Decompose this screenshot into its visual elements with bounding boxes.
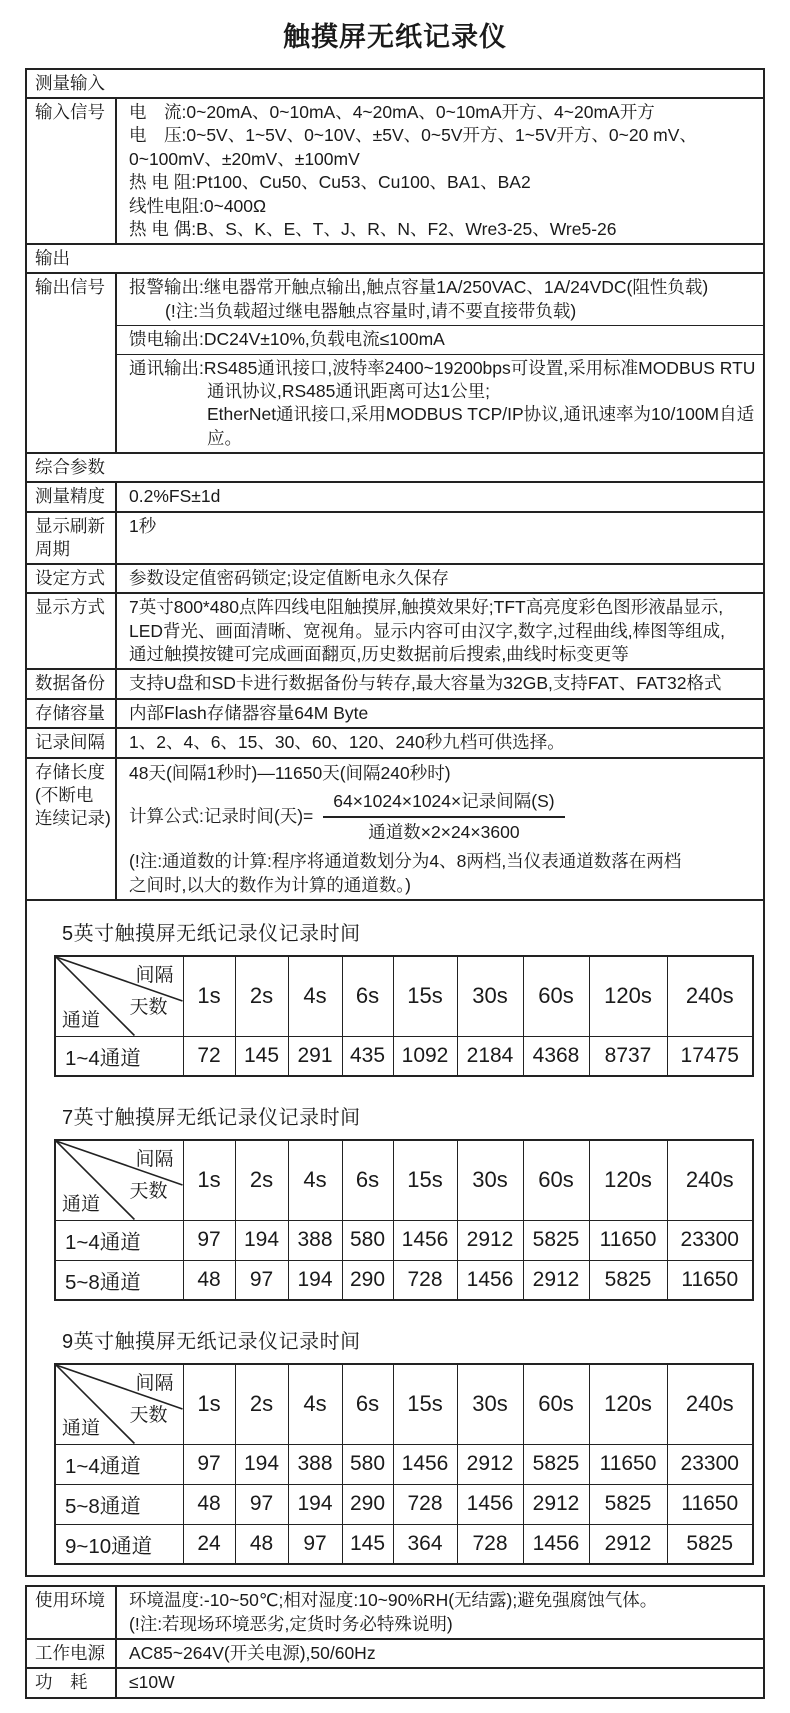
row-label: 输出信号 [27, 274, 117, 452]
corner-label-channel: 通道 [62, 1193, 101, 1215]
value-line: LED背光、画面清晰、宽视角。显示内容可由汉字,数字,过程曲线,棒图等组成, [129, 620, 725, 641]
value-cell: 580 [342, 1444, 393, 1484]
interval-header: 60s [523, 1364, 589, 1444]
row-label: 使用环境 [27, 1587, 117, 1638]
section-measure-input [27, 70, 763, 97]
corner-cell [55, 956, 183, 1036]
value-cell: 5825 [589, 1484, 667, 1524]
row-setting-mode [27, 563, 763, 592]
value-cell: 2912 [589, 1524, 667, 1564]
row-label: 存储容量 [27, 700, 117, 727]
value-line: (!注:当负载超过继电器触点容量时,请不要直接带负载) [165, 300, 577, 321]
value-cell: 580 [342, 1220, 393, 1260]
value-cell: 4368 [523, 1036, 589, 1076]
interval-header: 2s [235, 1364, 288, 1444]
record-table-title-9inch: 9英寸触摸屏无纸记录仪记录时间 [62, 1331, 361, 1354]
value-cell: 2912 [457, 1444, 523, 1484]
value-cell: 48 [183, 1260, 235, 1300]
value-cell: 1456 [523, 1524, 589, 1564]
interval-header: 1s [183, 956, 235, 1036]
interval-header: 240s [667, 956, 753, 1036]
channel-label: 1~4通道 [55, 1444, 183, 1484]
interval-header: 4s [288, 956, 342, 1036]
feed-output [117, 325, 763, 353]
value-cell: 2912 [523, 1484, 589, 1524]
value-line: 线性电阻:0~400Ω [129, 195, 267, 216]
value-cell: 2184 [457, 1036, 523, 1076]
value-cell: 1456 [457, 1260, 523, 1300]
value-cell: 1092 [393, 1036, 457, 1076]
storage-note: 之间时,以大的数作为计算的通道数。) [129, 874, 411, 895]
row-record-tables [27, 899, 763, 1575]
value-cell: 1456 [393, 1444, 457, 1484]
interval-header: 60s [523, 1140, 589, 1220]
value-cell: 8737 [589, 1036, 667, 1076]
value-cell: 97 [183, 1444, 235, 1484]
formula-fraction [323, 790, 564, 845]
interval-header: 1s [183, 1364, 235, 1444]
row-record-interval [27, 727, 763, 756]
value-cell: 48 [183, 1484, 235, 1524]
row-value [117, 1587, 763, 1638]
value-line: 热 电 偶:B、S、K、E、T、J、R、N、F2、Wre3-25、Wre5-26 [129, 219, 617, 240]
interval-header: 240s [667, 1364, 753, 1444]
interval-header: 4s [288, 1364, 342, 1444]
corner-cell [55, 1364, 183, 1444]
label-line: (不断电 [35, 784, 94, 805]
value-cell: 291 [288, 1036, 342, 1076]
value-cell: 290 [342, 1260, 393, 1300]
record-table-title-5inch: 5英寸触摸屏无纸记录仪记录时间 [62, 923, 361, 946]
page-title: 触摸屏无纸记录仪 [283, 22, 507, 52]
value-cell: 5825 [523, 1220, 589, 1260]
row-label: 数据备份 [27, 670, 117, 697]
value-cell: 388 [288, 1220, 342, 1260]
value-line: 通讯协议,RS485通讯距离可达1公里; [207, 381, 490, 402]
value-cell: 2912 [523, 1260, 589, 1300]
value-cell: 23300 [667, 1220, 753, 1260]
row-value [117, 99, 763, 243]
interval-header: 30s [457, 1364, 523, 1444]
value-line: EtherNet通讯接口,采用MODBUS TCP/IP协议,通讯速率为10/100M自适应。 [207, 404, 755, 448]
row-value: 0.2%FS±1d [129, 486, 221, 507]
value-line: 电 压:0~5V、1~5V、0~10V、±5V、0~5V开方、1~5V开方、0~20 mV、 [129, 125, 697, 146]
value-cell: 5825 [589, 1260, 667, 1300]
corner-cell [55, 1140, 183, 1220]
row-power [27, 1638, 763, 1667]
section-header: 综合参数 [35, 457, 105, 478]
corner-label-days: 天数 [129, 1180, 168, 1202]
row-value [117, 759, 763, 900]
record-table-5inch [54, 955, 754, 1077]
value-cell: 17475 [667, 1036, 753, 1076]
row-display-mode [27, 592, 763, 668]
value-line: 环境温度:-10~50℃;相对湿度:10~90%RH(无结露);避免强腐蚀气体。 [129, 1590, 658, 1611]
channel-label: 5~8通道 [55, 1484, 183, 1524]
row-input-signal [27, 97, 763, 243]
row-data-backup [27, 668, 763, 697]
value-cell: 72 [183, 1036, 235, 1076]
section-header: 输出 [35, 248, 70, 269]
value-line: 电 流:0~20mA、0~10mA、4~20mA、0~10mA开方、4~20mA开方 [129, 102, 655, 122]
row-value: AC85~264V(开关电源),50/60Hz [129, 1642, 376, 1663]
value-cell: 364 [393, 1524, 457, 1564]
interval-header: 30s [457, 956, 523, 1036]
interval-header: 6s [342, 956, 393, 1036]
value-cell: 97 [235, 1260, 288, 1300]
corner-label-days: 天数 [129, 996, 168, 1018]
interval-header: 15s [393, 1140, 457, 1220]
interval-header: 15s [393, 1364, 457, 1444]
section-header: 测量输入 [35, 73, 105, 93]
row-consumption [27, 1667, 763, 1696]
corner-label-interval: 间隔 [135, 1149, 174, 1171]
interval-header: 120s [589, 956, 667, 1036]
row-value: ≤10W [129, 1672, 175, 1693]
corner-label-interval: 间隔 [135, 965, 174, 987]
value-cell: 97 [288, 1524, 342, 1564]
alarm-output [117, 274, 763, 325]
formula-numerator: 64×1024×1024×记录间隔(S) [323, 790, 564, 818]
formula-prefix: 计算公式:记录时间(天)= [129, 806, 314, 827]
row-label [27, 759, 117, 900]
value-cell: 728 [393, 1260, 457, 1300]
row-label: 工作电源 [27, 1640, 117, 1667]
corner-label-channel: 通道 [62, 1009, 101, 1031]
row-storage-capacity [27, 698, 763, 727]
storage-range: 48天(间隔1秒时)—11650天(间隔240秒时) [129, 762, 451, 783]
row-value: 1秒 [129, 515, 157, 536]
row-label: 功 耗 [27, 1669, 117, 1696]
row-value: 支持U盘和SD卡进行数据备份与转存,最大容量为32GB,支持FAT、FAT32格式 [129, 673, 722, 694]
value-line: 通讯输出:RS485通讯接口,波特率2400~19200bps可设置,采用标准MODBUS RTU [129, 357, 756, 378]
value-cell: 11650 [667, 1260, 753, 1300]
channel-row [55, 1484, 753, 1524]
channel-row [55, 1524, 753, 1564]
record-tables-cell [27, 901, 763, 1575]
record-table-7inch [54, 1139, 754, 1301]
value-cell: 48 [235, 1524, 288, 1564]
label-line: 连续记录) [35, 807, 111, 828]
value-cell: 2912 [457, 1220, 523, 1260]
gap [0, 1577, 790, 1585]
row-label: 显示刷新周期 [27, 513, 117, 563]
comm-output [117, 354, 763, 453]
corner-label-channel: 通道 [62, 1417, 101, 1439]
channel-label: 1~4通道 [55, 1220, 183, 1260]
row-label: 测量精度 [27, 483, 117, 510]
channel-label: 1~4通道 [55, 1036, 183, 1076]
channel-label: 9~10通道 [55, 1524, 183, 1564]
row-value [117, 594, 763, 668]
row-accuracy [27, 481, 763, 510]
value-cell: 11650 [667, 1484, 753, 1524]
value-line: 馈电输出:DC24V±10%,负载电流≤100mA [129, 329, 445, 350]
interval-header: 4s [288, 1140, 342, 1220]
value-cell: 728 [457, 1524, 523, 1564]
channel-row [55, 1260, 753, 1300]
value-line: 7英寸800*480点阵四线电阻触摸屏,触摸效果好;TFT高亮度彩色图形液晶显示, [129, 597, 724, 618]
footer-table [25, 1585, 765, 1699]
value-line: 报警输出:继电器常开触点输出,触点容量1A/250VAC、1A/24VDC(阻性负载) [129, 277, 709, 298]
interval-header: 60s [523, 956, 589, 1036]
value-cell: 145 [342, 1524, 393, 1564]
value-cell: 11650 [589, 1220, 667, 1260]
row-label: 设定方式 [27, 565, 117, 592]
value-cell: 97 [183, 1220, 235, 1260]
interval-header: 6s [342, 1140, 393, 1220]
interval-header: 2s [235, 956, 288, 1036]
value-line: 热 电 阻:Pt100、Cu50、Cu53、Cu100、BA1、BA2 [129, 172, 531, 193]
row-label: 显示方式 [27, 594, 117, 668]
record-table-9inch [54, 1363, 754, 1565]
storage-note: (!注:通道数的计算:程序将通道数划分为4、8两档,当仪表通道数落在两档 [129, 851, 682, 872]
row-value: 内部Flash存储器容量64M Byte [129, 702, 369, 723]
value-line: 通过触摸按键可完成画面翻页,历史数据前后搜索,曲线时标变更等 [129, 643, 629, 664]
value-line: 0~100mV、±20mV、±100mV [129, 148, 360, 169]
value-cell: 435 [342, 1036, 393, 1076]
value-cell: 728 [393, 1484, 457, 1524]
section-general-params [27, 452, 763, 481]
row-storage-length [27, 757, 763, 900]
value-line: (!注:若现场环境恶劣,定货时务必特殊说明) [129, 1613, 453, 1634]
row-output-signal [27, 272, 763, 452]
label-line: 存储长度 [35, 761, 105, 782]
interval-header: 2s [235, 1140, 288, 1220]
channel-row [55, 1444, 753, 1484]
value-cell: 290 [342, 1484, 393, 1524]
interval-header: 15s [393, 956, 457, 1036]
formula-denominator: 通道数×2×24×3600 [368, 821, 520, 842]
storage-formula [129, 790, 757, 845]
corner-label-interval: 间隔 [135, 1373, 174, 1395]
section-output [27, 243, 763, 272]
interval-header: 120s [589, 1140, 667, 1220]
value-cell: 11650 [589, 1444, 667, 1484]
value-cell: 5825 [667, 1524, 753, 1564]
channel-label: 5~8通道 [55, 1260, 183, 1300]
row-refresh-period [27, 511, 763, 563]
value-cell: 194 [235, 1444, 288, 1484]
value-cell: 194 [288, 1260, 342, 1300]
channel-row [55, 1036, 753, 1076]
value-cell: 1456 [393, 1220, 457, 1260]
interval-header: 30s [457, 1140, 523, 1220]
value-cell: 24 [183, 1524, 235, 1564]
row-value: 参数设定值密码锁定;设定值断电永久保存 [129, 567, 449, 588]
row-value: 1、2、4、6、15、30、60、120、240秒九档可供选择。 [129, 732, 565, 753]
value-cell: 388 [288, 1444, 342, 1484]
value-cell: 5825 [523, 1444, 589, 1484]
row-value [117, 274, 763, 452]
interval-header: 120s [589, 1364, 667, 1444]
spec-table [25, 68, 765, 1577]
interval-header: 6s [342, 1364, 393, 1444]
row-environment [27, 1587, 763, 1638]
interval-header: 240s [667, 1140, 753, 1220]
interval-header: 1s [183, 1140, 235, 1220]
value-cell: 145 [235, 1036, 288, 1076]
channel-row [55, 1220, 753, 1260]
value-cell: 1456 [457, 1484, 523, 1524]
row-label: 记录间隔 [27, 729, 117, 756]
row-label: 输入信号 [27, 99, 117, 243]
record-table-title-7inch: 7英寸触摸屏无纸记录仪记录时间 [62, 1107, 361, 1130]
value-cell: 97 [235, 1484, 288, 1524]
value-cell: 194 [235, 1220, 288, 1260]
value-cell: 23300 [667, 1444, 753, 1484]
value-cell: 194 [288, 1484, 342, 1524]
corner-label-days: 天数 [129, 1404, 168, 1426]
